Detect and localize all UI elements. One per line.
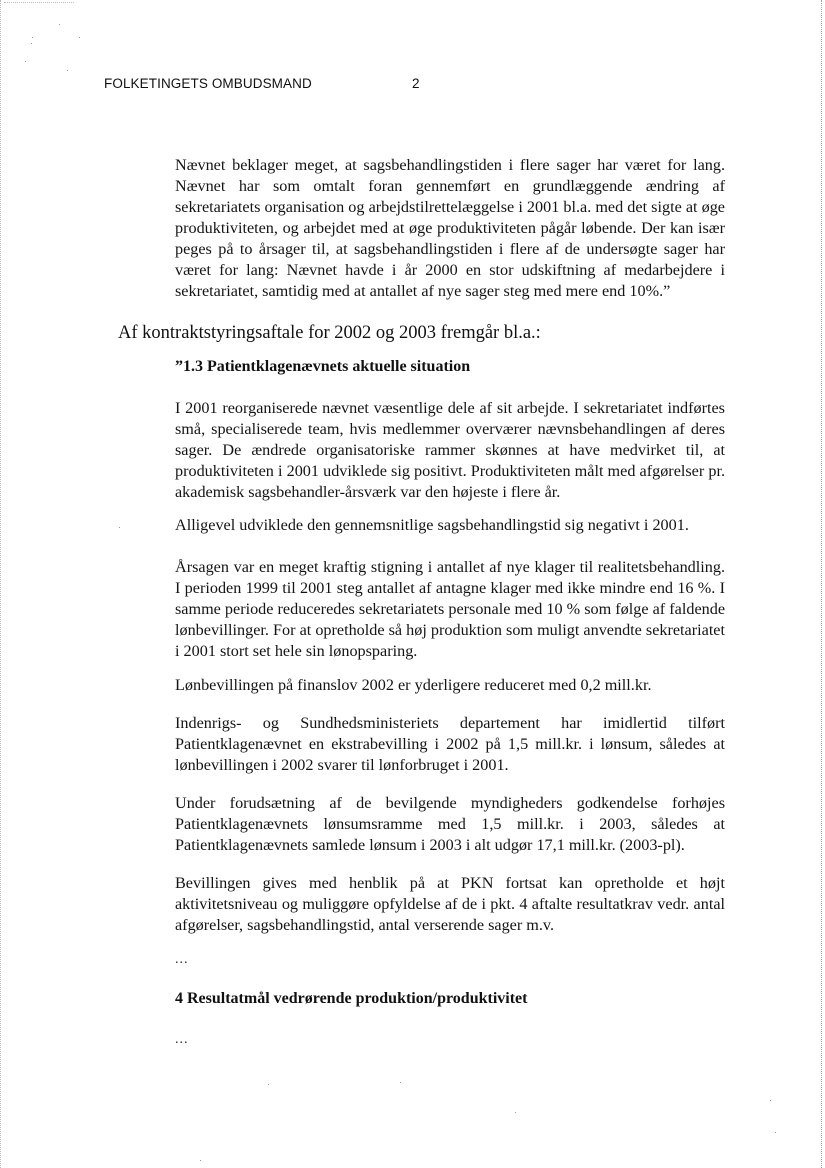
scan-edge-right — [819, 0, 822, 1168]
paragraph-appropriation-purpose: Bevillingen gives med henblik på at PKN fortsat kan opretholde et højt aktivitetsniveau og muliggøre opfyldelse af de i pkt. 4 aftalte resultatkrav vedr. antal afgørelser, sagsbehandlingstid, antal verserende sager m.v. — [175, 874, 725, 934]
section-heading-4: 4 Resultatmål vedrørende produktion/produktivitet — [175, 990, 528, 1007]
ellipsis-omission: ... — [175, 1032, 189, 1047]
section-paragraph — [175, 873, 725, 936]
quote-paragraph: Nævnet beklager meget, at sagsbehandlingstiden i flere sager har været for lang. Nævnet har som omtalt foran gennemført en grundlæggende ændring af sekretariatets organisation og arbejdstilrettelæggelse i 2001 bl.a. med det sigte at øge produktiviteten, og arbejdet med at øge produktiviteten pågår løbende. Der kan især peges på to årsager til, at sagsbehandlingstiden i flere af de undersøgte sager har været for lang: Nævnet havde i år 2000 en stor udskiftning af medarbejdere i sekretariatet, samtidig med at antallet af nye sager steg med mere end 10%.” — [175, 156, 725, 300]
scan-speck — [200, 1160, 201, 1161]
scan-speck — [67, 70, 68, 71]
scan-speck — [770, 1100, 771, 1101]
section-paragraph — [175, 398, 725, 503]
section-paragraph — [175, 675, 725, 696]
paragraph-wage-frame: Under forudsætning af de bevilgende myndigheders godkendelse forhøjes Patientklagenævnets lønsumsramme med 1,5 mill.kr. i 2003, således at Patientklagenævnets samlede lønsum i 2003 i alt udgør 17,1 mill.kr. (2003-pl). — [175, 794, 725, 854]
paragraph-negative-development: Alligevel udviklede den gennemsnitlige sagsbehandlingstid sig negativt i 2001. — [175, 516, 689, 534]
paragraph-cause: Årsagen var en meget kraftig stigning i antallet af nye klager til realitetsbehandling. I perioden 1999 til 2001 steg antallet af antagne klager med ikke mindre end 16 %. I samme periode reduceredes sekretariatets personale med 10 % som følge af faldende lønbevillinger. For at opretholde så høj produktion som muligt anvendte sekretariatet i 2001 stort set hele sin lønopsparing. — [175, 558, 725, 660]
scan-speck — [32, 37, 33, 38]
scan-speck — [268, 1084, 269, 1085]
scan-speck — [25, 61, 26, 62]
lead-sentence: Af kontraktstyringsaftale for 2002 og 2003 fremgår bl.a.: — [118, 323, 541, 343]
paragraph-extra-appropriation: Indenrigs- og Sundhedsministeriets departement har imidlertid tilført Patientklagenævnet en ekstrabevilling i 2002 på 1,5 mill.kr. i lønsum, således at lønbevillingen i 2002 svarer til lønforbruget i 2001. — [175, 714, 725, 774]
page-number: 2 — [412, 76, 420, 91]
paragraph-reorganization: I 2001 reorganiserede nævnet væsentlige dele af sit arbejde. I sekretariatet indførtes små, specialiserede team, hvis medlemmer overværer nævnsbehandlingen af deres sager. De ændrede organisatoriske rammer skønnes at have medvirket til, at produktiviteten i 2001 udviklede sig positivt. Produktiviteten målt med afgørelser pr. akademisk sagsbehandler-årsværk var den højeste i flere år. — [175, 399, 725, 501]
scan-speck — [515, 1112, 516, 1113]
ellipsis-omission: ... — [175, 952, 189, 967]
scan-speck — [775, 1132, 776, 1133]
scan-speck — [79, 37, 80, 38]
scan-speck — [119, 527, 120, 528]
scan-edge-left — [0, 0, 3, 1168]
page-header-title: FOLKETINGETS OMBUDSMAND — [104, 76, 312, 91]
section-paragraph — [175, 713, 725, 776]
section-paragraph — [175, 793, 725, 856]
scan-speck — [400, 1082, 401, 1083]
scan-speck — [59, 24, 60, 25]
section-paragraph — [175, 515, 725, 536]
quote-continuation — [175, 155, 725, 302]
scan-speck — [31, 43, 32, 44]
paragraph-finance-law: Lønbevillingen på finanslov 2002 er yderligere reduceret med 0,2 mill.kr. — [175, 676, 652, 694]
section-heading-1-3: ”1.3 Patientklagenævnets aktuelle situation — [175, 358, 471, 375]
section-paragraph — [175, 557, 725, 662]
scan-edge-top — [4, 2, 74, 4]
